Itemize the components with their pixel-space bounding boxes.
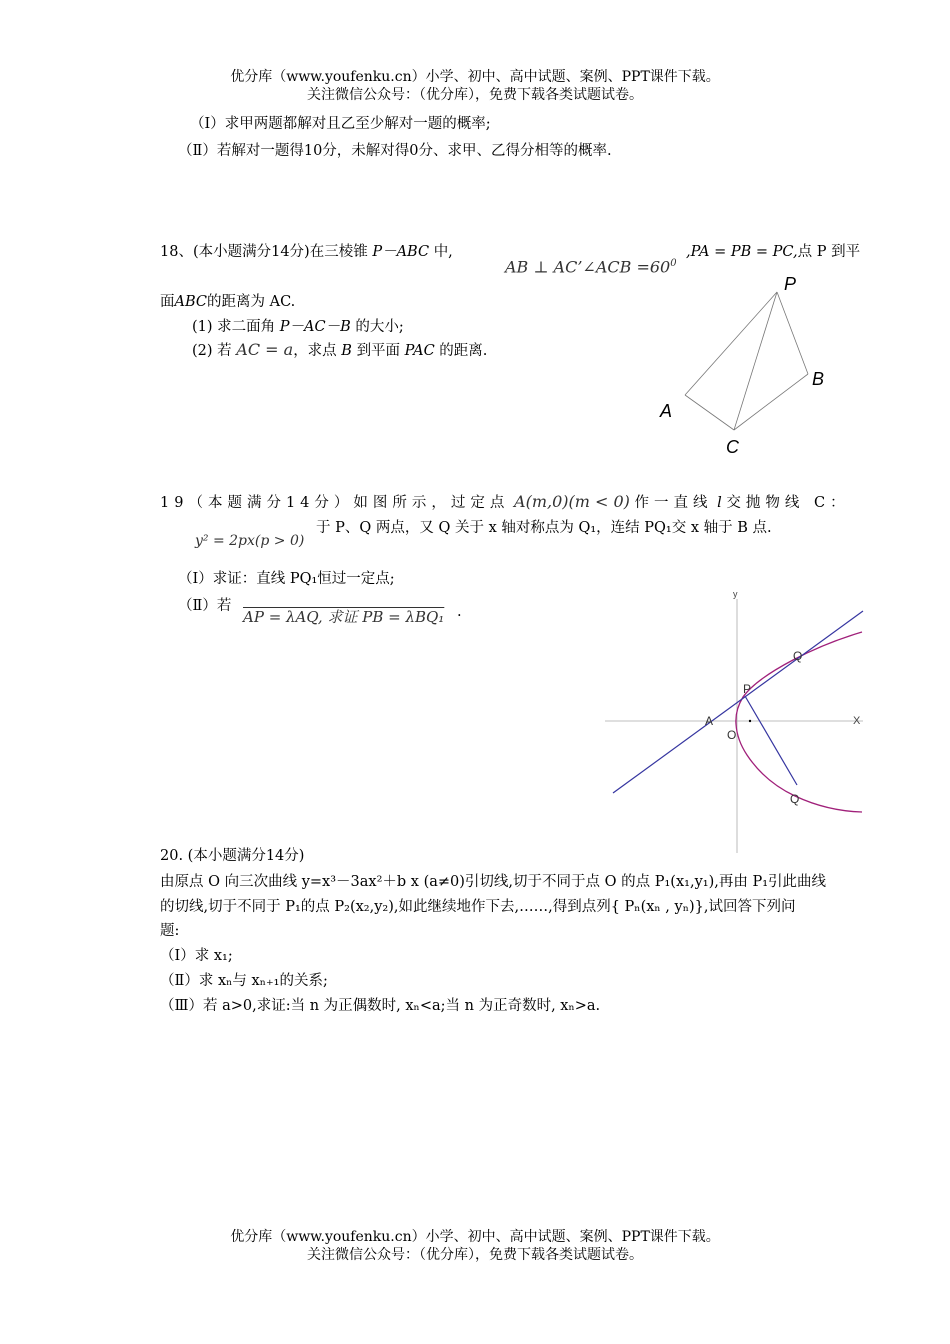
label-b: B — [812, 369, 825, 389]
graph-label-a: A — [705, 714, 714, 728]
label-c: C — [726, 437, 739, 457]
q18-part1-b: P－AC－B — [279, 319, 351, 335]
q18-part2-d: 到平面 — [356, 343, 401, 359]
axis-label-x: X — [853, 715, 861, 727]
q19-part2-math: AP = λAQ, 求证 PB = λBQ₁ — [243, 608, 445, 626]
header-line-1: 优分库（www.youfenku.cn）小学、初中、高中试题、案例、PPT课件下载。 — [230, 69, 720, 85]
graph-label-q-bottom: Q — [790, 792, 800, 806]
q18-part2-e: PAC — [404, 343, 435, 359]
line-l — [613, 611, 863, 793]
q18-intro-tail — [686, 242, 860, 262]
q18-line2 — [160, 292, 295, 312]
q18-part2 — [192, 340, 487, 361]
edge-pc — [734, 292, 777, 430]
q19-intro-a: 19（本题满分14分）如图所示，过定点 — [160, 495, 510, 511]
q18-part2-f: 的距离. — [439, 343, 488, 359]
q18-intro-a: 18、(本小题满分14分)在三棱锥 — [160, 244, 368, 260]
q20-part3: （Ⅲ）若 a>0,求证:当 n 为正偶数时, xₙ<a;当 n 为正奇数时, xₙ>a. — [160, 998, 601, 1014]
q18-part2-b: ，求点 — [293, 343, 337, 359]
graph-label-o: O — [727, 728, 737, 742]
q19-part2-a: （Ⅱ）若 — [178, 598, 232, 614]
edge-ac — [685, 395, 734, 430]
q18-intro-c: 中, — [433, 244, 453, 260]
q20-line3: 题: — [160, 923, 180, 939]
edge-pb — [777, 292, 808, 374]
q18-part1 — [192, 317, 404, 337]
q18-part2-c: B — [341, 343, 352, 359]
q18-math-text: AB ⊥ AC’∠ACB =60 — [505, 257, 671, 277]
label-a: A — [660, 401, 673, 421]
q20-line1: 由原点 O 向三次曲线 y=x³－3ax²＋b x (a≠0)引切线,切于不同于点 O 的点 P₁(x₁,y₁),再由 P₁引此曲线 — [160, 874, 827, 890]
segment-pq1 — [745, 696, 797, 785]
q17-part1: （Ⅰ）求甲两题都解对且乙至少解对一题的概率; — [190, 116, 491, 132]
q20-part1: （Ⅰ）求 x₁; — [160, 948, 233, 964]
q17-part2: （Ⅱ）若解对一题得10分，未解对得0分、求甲、乙得分相等的概率. — [178, 143, 612, 159]
q18-intro — [160, 242, 453, 262]
q18-intro-d: ,PA = PB = PC, — [686, 244, 798, 260]
q19-point: A(m,0)(m < 0) — [514, 492, 630, 511]
q19-part1: （Ⅰ）求证：直线 PQ₁恒过一定点; — [178, 571, 395, 587]
q18-intro-e: 点 P 到平 — [797, 244, 861, 260]
q19-intro-b: 作一直线 — [634, 495, 713, 511]
footer-line-1: 优分库（www.youfenku.cn）小学、初中、高中试题、案例、PPT课件下载。 — [230, 1229, 720, 1245]
q19-part2 — [178, 596, 231, 616]
q18-math-sup: 0 — [670, 258, 677, 269]
label-p: P — [784, 274, 797, 294]
q18-part2-a: (2) 若 — [192, 343, 232, 359]
q19-part2-end: . — [457, 604, 462, 620]
graph-label-q-top: Q — [793, 649, 803, 663]
q19-intro-l: l — [717, 495, 722, 511]
parabola-graph — [605, 585, 870, 860]
graph-label-p: P — [743, 682, 752, 696]
q20-line2: 的切线,切于不同于 P₁的点 P₂(x₂,y₂),如此继续地作下去,……,得到点列{ Pₙ(xₙ , yₙ)},试回答下列问 — [160, 899, 796, 915]
header-line-2: 关注微信公众号：（优分库），免费下载各类试题试卷。 — [307, 87, 643, 103]
footer-line-2: 关注微信公众号：（优分库），免费下载各类试题试卷。 — [307, 1247, 643, 1263]
axis-label-y: y — [733, 589, 738, 599]
edge-cb — [734, 374, 808, 430]
edge-pa — [685, 292, 777, 395]
q19-intro — [160, 492, 850, 513]
q18-part2-math: AC = a — [236, 340, 294, 359]
q19-line2: 于 P、Q 两点，又 Q 关于 x 轴对称点为 Q₁，连结 PQ₁交 x 轴于 B 点. — [316, 520, 772, 536]
q18-part1-c: 的大小; — [355, 319, 404, 335]
q18-part1-a: (1) 求二面角 — [192, 319, 276, 335]
q18-line2-b: ABC — [174, 294, 207, 310]
q18-line2-a: 面 — [160, 294, 175, 310]
q20-part2: （Ⅱ）求 xₙ与 xₙ₊₁的关系; — [160, 973, 328, 989]
q18-line2-c: 的距离为 AC. — [207, 294, 296, 310]
pyramid-figure — [650, 270, 840, 460]
q19-parabola: y² = 2px(p > 0) — [195, 533, 305, 549]
point-b — [749, 720, 751, 722]
q20-title: 20. (本小题满分14分) — [160, 848, 305, 864]
q18-intro-b: P－ABC — [372, 244, 430, 260]
q19-intro-c: 交抛物线 C： — [726, 495, 850, 511]
